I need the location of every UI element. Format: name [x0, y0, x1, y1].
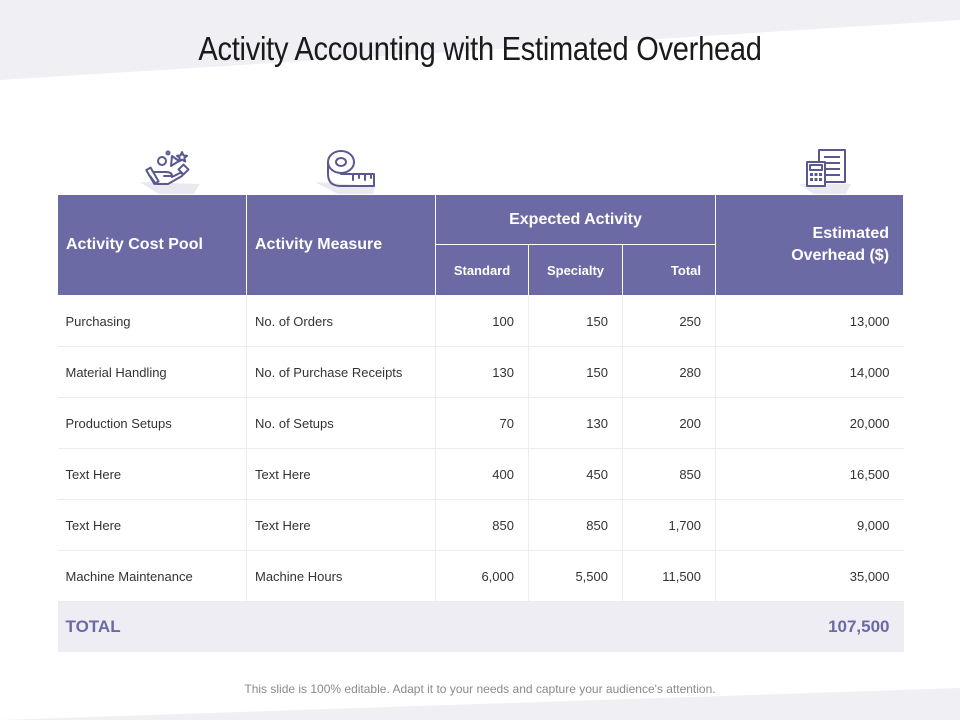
cell-cost-pool: Production Setups	[58, 398, 247, 449]
header-estimated-overhead-label: Estimated Overhead ($)	[791, 225, 890, 264]
header-cost-pool: Activity Cost Pool	[58, 195, 247, 296]
cell-standard: 130	[436, 347, 529, 398]
table-row	[58, 551, 904, 602]
cell-standard: 6,000	[436, 551, 529, 602]
cell-specialty: 450	[529, 449, 623, 500]
overhead-table	[57, 194, 904, 652]
cell-total: 850	[623, 449, 716, 500]
header-estimated-overhead	[716, 195, 904, 296]
cell-activity-measure: No. of Purchase Receipts	[247, 347, 436, 398]
total-row	[58, 602, 904, 653]
cell-cost-pool: Machine Maintenance	[58, 551, 247, 602]
cell-total: 250	[623, 296, 716, 347]
slide-title: Activity Accounting with Estimated Overhead	[198, 30, 762, 67]
cell-standard: 400	[436, 449, 529, 500]
header-expected-activity: Expected Activity	[436, 195, 716, 245]
cell-cost-pool: Material Handling	[58, 347, 247, 398]
total-label: TOTAL	[58, 602, 436, 653]
cell-cost-pool: Purchasing	[58, 296, 247, 347]
cell-activity-measure: Machine Hours	[247, 551, 436, 602]
total-spacer	[436, 602, 716, 653]
cell-total: 1,700	[623, 500, 716, 551]
cell-specialty: 150	[529, 296, 623, 347]
table-row	[58, 449, 904, 500]
header-row	[58, 195, 904, 245]
table-row	[58, 296, 904, 347]
cell-activity-measure: Text Here	[247, 500, 436, 551]
total-value: 107,500	[716, 602, 904, 653]
cell-standard: 850	[436, 500, 529, 551]
cell-overhead: 13,000	[716, 296, 904, 347]
cell-cost-pool: Text Here	[58, 500, 247, 551]
cell-overhead: 20,000	[716, 398, 904, 449]
header-standard: Standard	[436, 245, 529, 296]
table-row	[58, 500, 904, 551]
cell-specialty: 150	[529, 347, 623, 398]
header-activity-measure: Activity Measure	[247, 195, 436, 296]
cell-overhead: 14,000	[716, 347, 904, 398]
header-specialty: Specialty	[529, 245, 623, 296]
cell-specialty: 130	[529, 398, 623, 449]
footer-note: This slide is 100% editable. Adapt it to your needs and capture your audience's attention.	[244, 682, 716, 696]
cell-standard: 70	[436, 398, 529, 449]
cell-total: 11,500	[623, 551, 716, 602]
table-row	[58, 398, 904, 449]
cell-overhead: 35,000	[716, 551, 904, 602]
cell-total: 280	[623, 347, 716, 398]
cell-specialty: 850	[529, 500, 623, 551]
cell-activity-measure: No. of Setups	[247, 398, 436, 449]
cell-standard: 100	[436, 296, 529, 347]
overhead-table-container	[57, 194, 903, 652]
cell-overhead: 9,000	[716, 500, 904, 551]
cell-activity-measure: Text Here	[247, 449, 436, 500]
cell-activity-measure: No. of Orders	[247, 296, 436, 347]
background-shape-bottom	[0, 640, 960, 720]
header-total: Total	[623, 245, 716, 296]
cell-specialty: 5,500	[529, 551, 623, 602]
cell-total: 200	[623, 398, 716, 449]
cell-cost-pool: Text Here	[58, 449, 247, 500]
cell-overhead: 16,500	[716, 449, 904, 500]
table-row	[58, 347, 904, 398]
